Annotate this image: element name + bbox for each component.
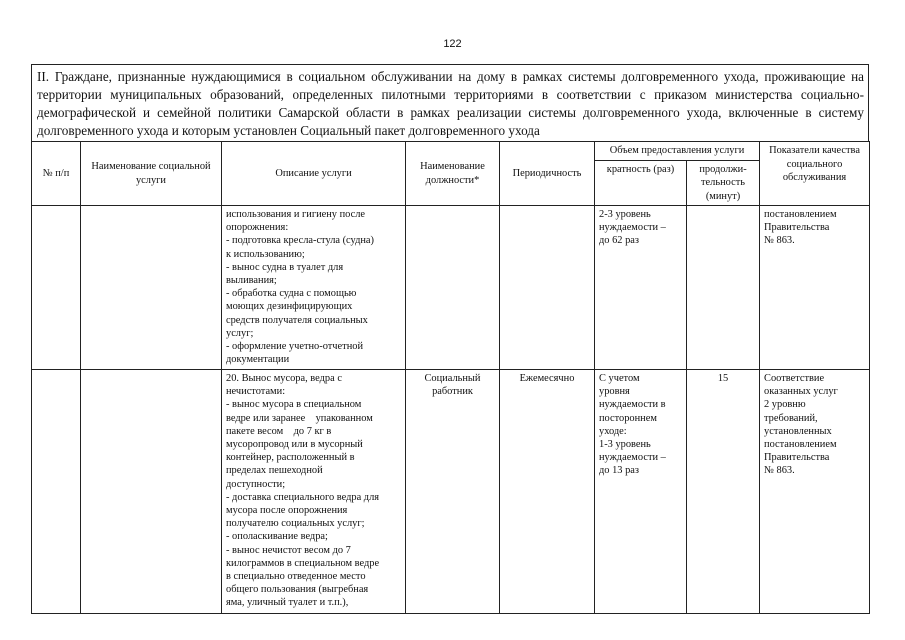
cell-line: - доставка специального ведра для xyxy=(226,491,380,503)
cell-line: № 863. xyxy=(764,465,795,477)
cell-line: постановлением xyxy=(764,209,837,220)
cell-line: документации xyxy=(226,354,290,366)
cell-line: ведре или заранее упакованном xyxy=(226,412,373,424)
cell-line: нуждаемости в xyxy=(599,399,666,411)
cell-quality xyxy=(760,370,870,614)
cell-number xyxy=(32,370,81,614)
cell-line: средств получателя социальных xyxy=(226,314,368,326)
header-frequency: кратность (раз) xyxy=(595,160,687,206)
cell-line: получателю социальных услуг; xyxy=(226,518,365,530)
cell-line: постановлением xyxy=(764,439,837,451)
cell-line: - вынос нечистот весом до 7 xyxy=(226,544,351,556)
cell-line: уровня xyxy=(599,386,630,398)
cell-line: Социальный xyxy=(424,373,481,384)
cell-duration: 15 xyxy=(687,370,760,614)
cell-line: требований, xyxy=(764,412,818,424)
cell-line: мусоропровод или в мусорный xyxy=(226,439,363,451)
cell-position xyxy=(406,370,500,614)
services-table xyxy=(31,141,870,614)
cell-line: яма, уличный туалет и т.п.), xyxy=(226,597,349,609)
cell-line: нечистотами: xyxy=(226,386,286,398)
cell-line: до 13 раз xyxy=(599,465,639,477)
cell-line: оказанных услуг xyxy=(764,386,838,398)
cell-line: в специально отведенное место xyxy=(226,571,366,583)
header-quality: Показатели качества социального обслуживания xyxy=(760,142,870,206)
cell-service-name xyxy=(81,370,222,614)
cell-line: нуждаемости – xyxy=(599,222,666,234)
table-row xyxy=(32,370,870,614)
cell-quality xyxy=(760,206,870,370)
cell-description xyxy=(222,206,406,370)
cell-position xyxy=(406,206,500,370)
header-volume-group: Объем предоставления услуги xyxy=(595,142,760,161)
cell-line: нуждаемости – xyxy=(599,452,666,464)
cell-service-name xyxy=(81,206,222,370)
cell-line: - вынос судна в туалет для xyxy=(226,261,344,273)
cell-line: к использованию; xyxy=(226,248,305,260)
cell-line: С учетом xyxy=(599,373,640,384)
cell-description xyxy=(222,370,406,614)
cell-line: 2-3 уровень xyxy=(599,209,651,220)
cell-line: моющих дезинфицирующих xyxy=(226,301,353,313)
cell-line: контейнер, расположенный в xyxy=(226,452,355,464)
cell-line: № 863. xyxy=(764,235,795,247)
header-periodicity: Периодичность xyxy=(500,142,595,206)
section-heading: II. Граждане, признанные нуждающимися в социальном обслуживании на дому в рамках системы долговременного ухода, проживающие на территории муниципальных образований, определенных пилотными территориями в соответствии с приказом министерства социально-демографической и семейной политики Самарской области в рамках реализации системы долговременного ухода, включенные в систему долговременного ухода и которым установлен Социальный пакет долговременного ухода xyxy=(31,64,869,141)
header-duration: продолжи-тельность (минут) xyxy=(687,160,760,206)
cell-line: выливания; xyxy=(226,275,277,287)
cell-line: пакете весом до 7 кг в xyxy=(226,425,332,437)
cell-line: уходе: xyxy=(599,425,627,437)
cell-line: - подготовка кресла-стула (судна) xyxy=(226,235,374,247)
cell-line: 1-3 уровень xyxy=(599,439,651,451)
cell-line: килограммов в специальном ведре xyxy=(226,557,380,569)
cell-periodicity: Ежемесячно xyxy=(500,370,595,614)
cell-line: работник xyxy=(432,386,473,398)
cell-line: 2 уровню xyxy=(764,399,806,411)
header-description: Описание услуги xyxy=(222,142,406,206)
cell-periodicity xyxy=(500,206,595,370)
cell-line: Правительства xyxy=(764,452,830,464)
cell-line: - оформление учетно-отчетной xyxy=(226,341,364,353)
cell-frequency xyxy=(595,206,687,370)
cell-line: Соответствие xyxy=(764,373,825,384)
cell-line: использования и гигиену после xyxy=(226,209,366,220)
table-row xyxy=(32,206,870,370)
cell-line: - обработка судна с помощью xyxy=(226,288,357,300)
header-position: Наименование должности* xyxy=(406,142,500,206)
header-number: № п/п xyxy=(32,142,81,206)
cell-frequency xyxy=(595,370,687,614)
cell-line: пределах пешеходной xyxy=(226,465,323,477)
cell-line: доступности; xyxy=(226,478,286,490)
cell-line: мусора после опорожнения xyxy=(226,505,348,517)
cell-line: Правительства xyxy=(764,222,830,234)
cell-line: 20. Вынос мусора, ведра с xyxy=(226,373,342,384)
cell-duration xyxy=(687,206,760,370)
page-number: 122 xyxy=(443,38,462,50)
cell-line: постороннем xyxy=(599,412,657,424)
cell-line: общего пользования (выгребная xyxy=(226,584,369,596)
document-body xyxy=(31,64,869,614)
cell-line: опорожнения: xyxy=(226,222,289,234)
cell-line: - вынос мусора в специальном xyxy=(226,399,362,411)
cell-line: до 62 раз xyxy=(599,235,639,247)
cell-line: - ополаскивание ведра; xyxy=(226,531,328,543)
cell-line: установленных xyxy=(764,425,832,437)
cell-line: услуг; xyxy=(226,327,254,339)
header-service-name: Наименование социальной услуги xyxy=(81,142,222,206)
cell-number xyxy=(32,206,81,370)
